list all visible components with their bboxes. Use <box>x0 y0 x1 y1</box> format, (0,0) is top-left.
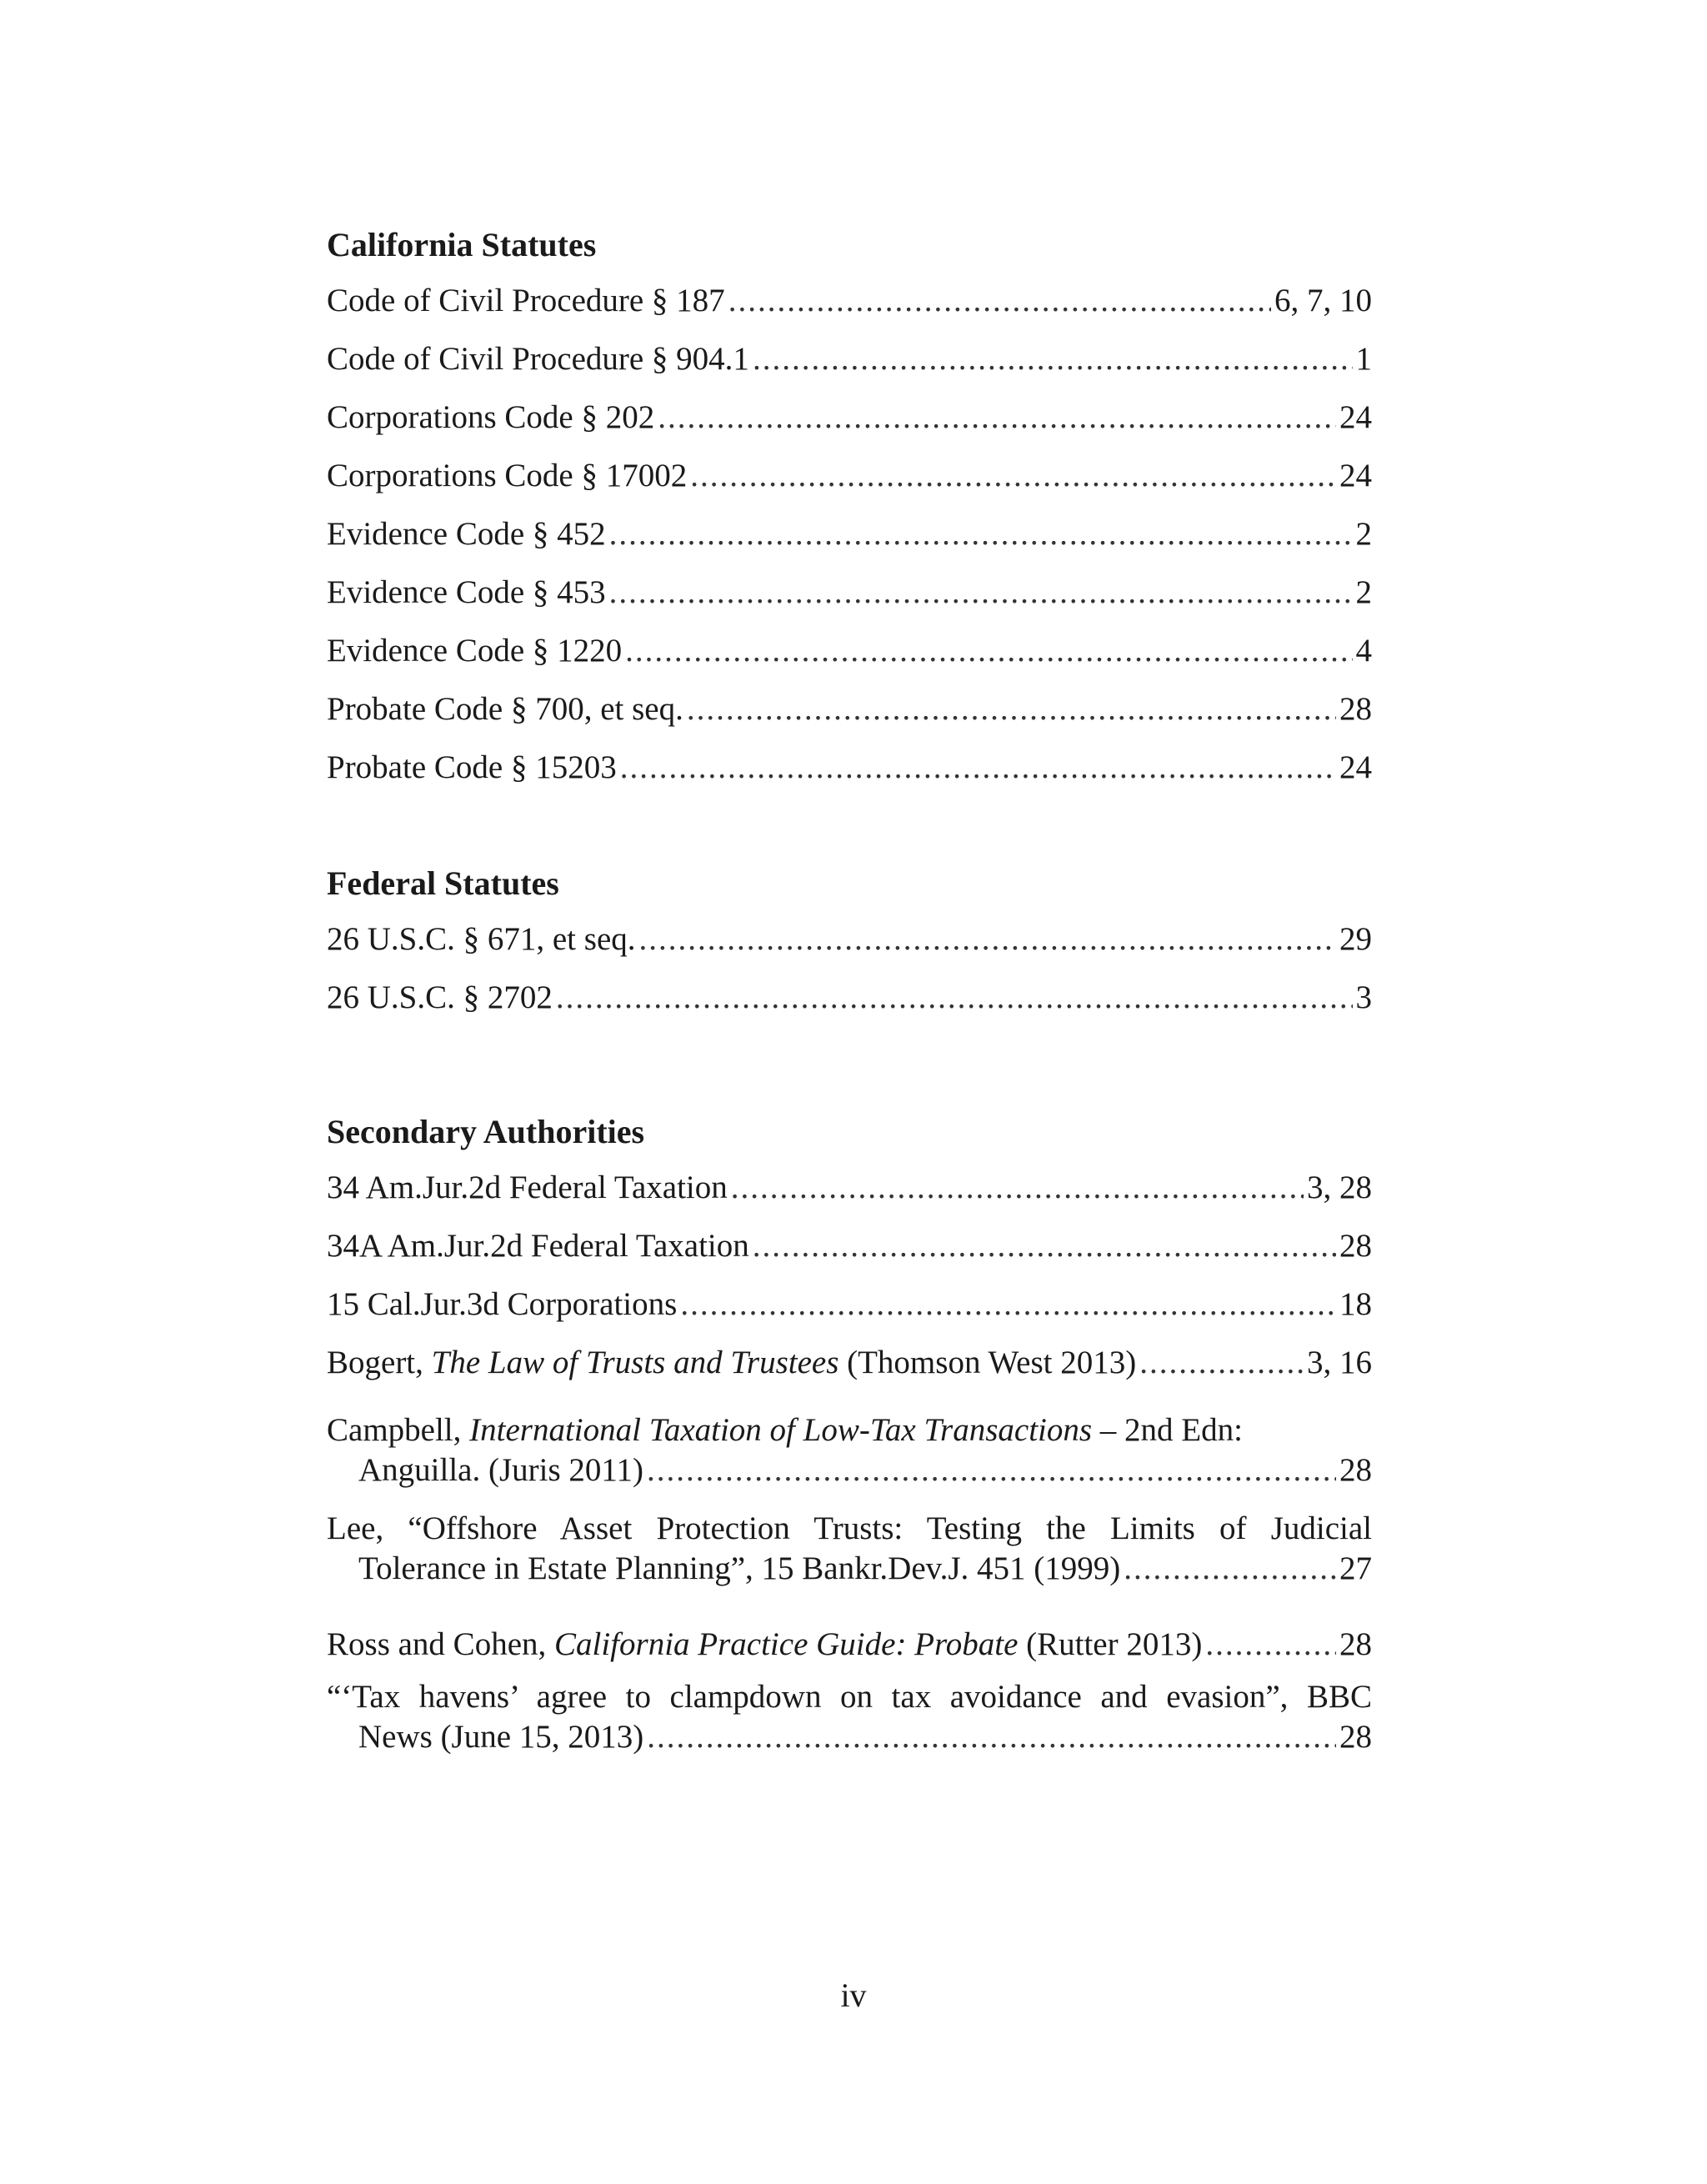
citation-continuation <box>327 1549 1372 1589</box>
authority-entry <box>327 1165 1372 1224</box>
authority-citation: Probate Code § 15203 <box>327 749 617 785</box>
authority-entry <box>327 975 1372 1034</box>
dot-leader <box>1205 1622 1336 1667</box>
authority-citation: Evidence Code § 453 <box>327 574 606 610</box>
secondary-authorities-section <box>327 1112 1372 1772</box>
authority-citation: Evidence Code § 1220 <box>327 633 623 669</box>
dot-leader <box>658 395 1336 440</box>
authority-citation: Corporations Code § 17002 <box>327 458 688 493</box>
authority-citation: Code of Civil Procedure § 904.1 <box>327 341 749 377</box>
page-references: 28 <box>1339 1719 1372 1755</box>
dot-leader <box>639 917 1337 962</box>
authority-entry <box>327 1622 1372 1677</box>
authority-citation: 34A Am.Jur.2d Federal Taxation <box>327 1228 749 1264</box>
page-references: 29 <box>1339 921 1372 957</box>
citation-continuation <box>327 1450 1372 1490</box>
work-title: International Taxation of Low-Tax Transactions <box>469 1412 1093 1448</box>
authority-citation <box>327 1622 1205 1667</box>
dot-leader <box>731 1165 1304 1210</box>
page-references: 1 <box>1355 341 1372 377</box>
dot-leader <box>728 278 1271 323</box>
authority-citation: 26 U.S.C. § 671, et seq. <box>327 921 636 957</box>
authority-entry <box>327 278 1372 337</box>
page-references: 6, 7, 10 <box>1274 283 1372 318</box>
citation-continuation <box>327 1717 1372 1757</box>
authority-citation: Corporations Code § 202 <box>327 399 655 435</box>
authority-citation <box>327 1410 1372 1450</box>
dot-leader <box>690 453 1336 498</box>
authority-citation: Code of Civil Procedure § 187 <box>327 283 725 318</box>
page-references: 2 <box>1355 516 1372 552</box>
work-title: California Practice Guide: Probate <box>554 1626 1019 1662</box>
dot-leader <box>680 1282 1336 1327</box>
section-heading: Secondary Authorities <box>327 1113 645 1150</box>
dot-leader <box>609 512 1353 557</box>
page-references: 24 <box>1339 399 1372 435</box>
work-title: The Law of Trusts and Trustees <box>431 1345 839 1380</box>
authority-citation <box>327 1340 1139 1385</box>
authority-citation: Probate Code § 700, et seq. <box>327 691 683 727</box>
page-references: 4 <box>1355 633 1372 669</box>
authority-entry <box>327 917 1372 975</box>
authority-entry <box>327 453 1372 512</box>
authority-entry <box>327 395 1372 453</box>
page-references: 28 <box>1339 1452 1372 1488</box>
authority-entry <box>327 1410 1372 1490</box>
dot-leader <box>647 1450 1336 1490</box>
dot-leader <box>687 687 1336 732</box>
page-references: 3, 28 <box>1307 1170 1372 1205</box>
federal-statutes-section <box>327 864 1372 1034</box>
authority-entry <box>327 1224 1372 1282</box>
citation-continuation-text: News (June 15, 2013) <box>358 1719 644 1755</box>
authority-entry <box>327 1509 1372 1589</box>
page-references: 3 <box>1355 979 1372 1015</box>
dot-leader <box>609 570 1353 615</box>
dot-leader <box>753 337 1353 382</box>
dot-leader <box>1139 1340 1304 1385</box>
citation-continuation-text: Tolerance in Estate Planning”, 15 Bankr.Dev.J. 451 (1999) <box>358 1550 1121 1586</box>
dot-leader <box>556 975 1353 1020</box>
authority-entry <box>327 337 1372 395</box>
authority-citation: 34 Am.Jur.2d Federal Taxation <box>327 1170 728 1205</box>
page-references: 18 <box>1339 1286 1372 1322</box>
authority-entry <box>327 512 1372 570</box>
page-references: 27 <box>1339 1550 1372 1586</box>
dot-leader <box>753 1224 1336 1269</box>
authority-citation: “‘Tax havens’ agree to clampdown on tax avoidance and evasion”, BBC <box>327 1679 1372 1715</box>
section-heading: Federal Statutes <box>327 864 559 902</box>
authority-entry <box>327 745 1372 804</box>
authority-entry <box>327 1677 1372 1757</box>
page-number: iv <box>840 1976 867 2014</box>
authority-citation: 26 U.S.C. § 2702 <box>327 979 553 1015</box>
section-heading: California Statutes <box>327 226 597 263</box>
authority-citation: Lee, “Offshore Asset Protection Trusts: Testing the Limits of Judicial <box>327 1510 1372 1546</box>
authority-entry <box>327 1282 1372 1340</box>
page-references: 28 <box>1339 1626 1372 1662</box>
authority-entry <box>327 629 1372 687</box>
citation-continuation-text: Anguilla. (Juris 2011) <box>358 1452 643 1488</box>
page-references: 24 <box>1339 749 1372 785</box>
publication-info: (Thomson West 2013) <box>838 1345 1137 1380</box>
authority-entry <box>327 687 1372 745</box>
authority-entry <box>327 1340 1372 1410</box>
dot-leader <box>1124 1549 1336 1589</box>
california-statutes-section <box>327 225 1372 804</box>
author: Bogert, <box>327 1345 432 1380</box>
authority-citation: Evidence Code § 452 <box>327 516 606 552</box>
dot-leader <box>620 745 1336 790</box>
author: Campbell, <box>327 1412 470 1448</box>
dot-leader <box>647 1717 1336 1757</box>
authority-citation: 15 Cal.Jur.3d Corporations <box>327 1286 678 1322</box>
publication-info: – 2nd Edn: <box>1092 1412 1243 1448</box>
page-references: 24 <box>1339 458 1372 493</box>
page-references: 2 <box>1355 574 1372 610</box>
publication-info: (Rutter 2013) <box>1018 1626 1203 1662</box>
authority-entry <box>327 570 1372 629</box>
author: Ross and Cohen, <box>327 1626 554 1662</box>
page-references: 3, 16 <box>1307 1345 1372 1380</box>
page-references: 28 <box>1339 1228 1372 1264</box>
page-references: 28 <box>1339 691 1372 727</box>
dot-leader <box>625 629 1352 674</box>
